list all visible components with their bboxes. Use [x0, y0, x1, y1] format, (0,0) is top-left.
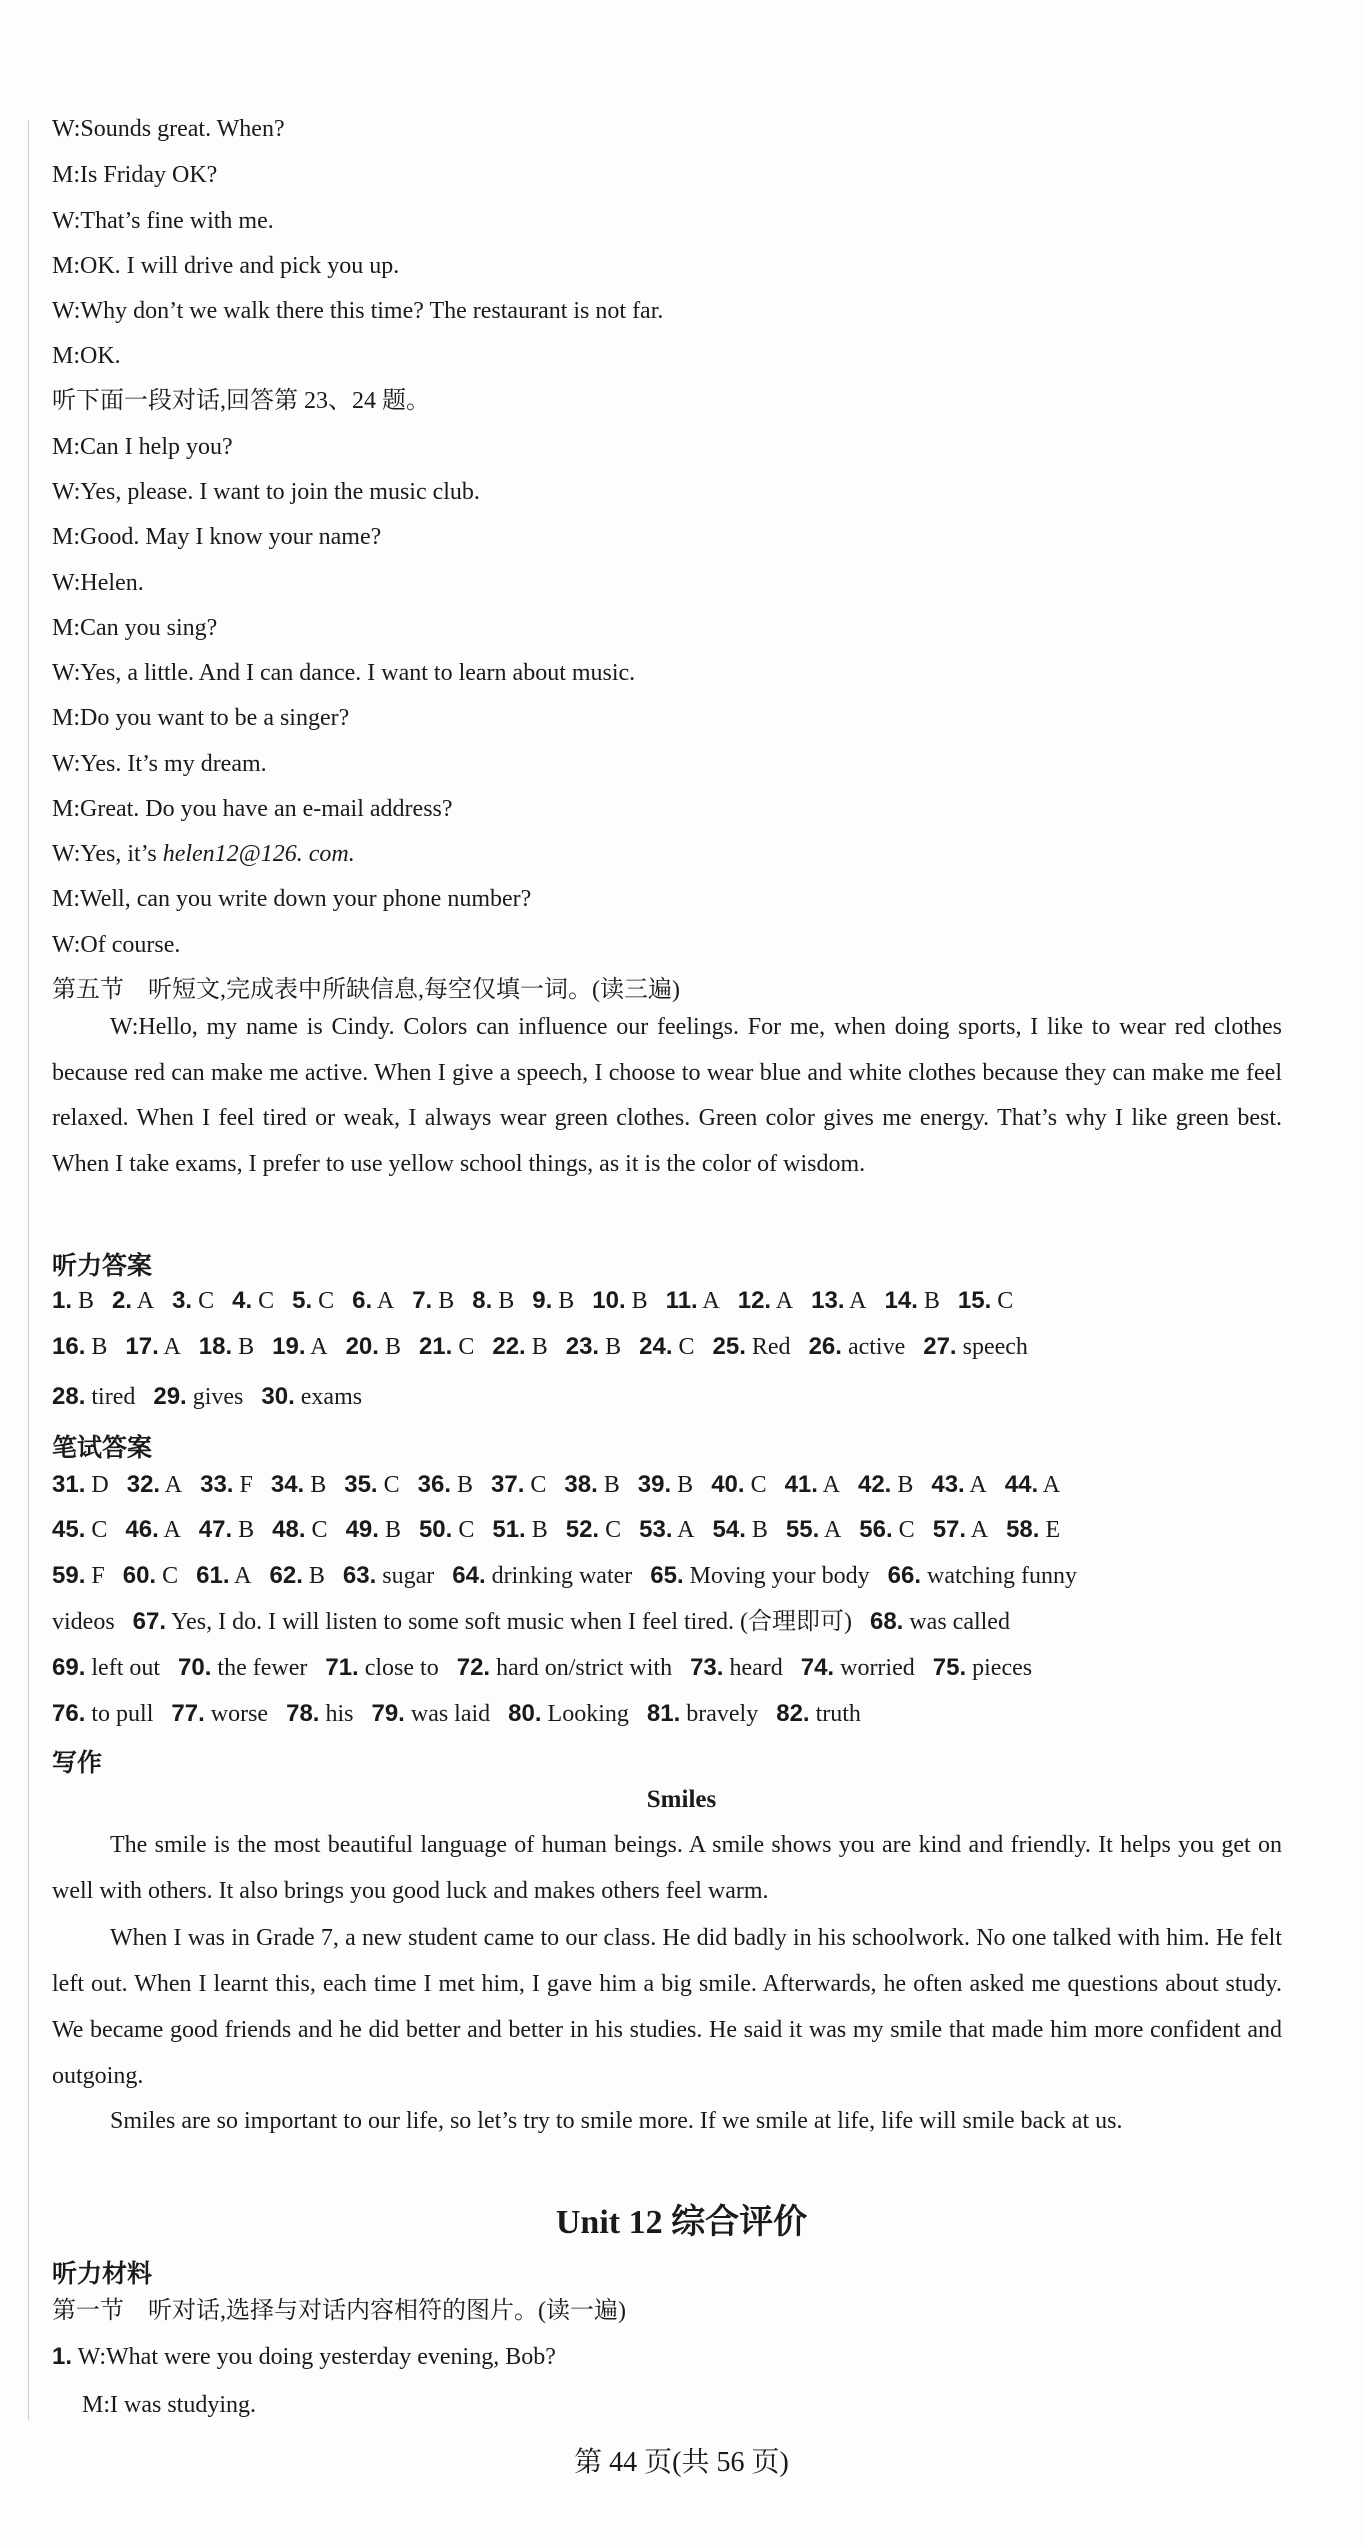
- dialogue-line: M:OK.: [52, 343, 121, 369]
- answer-value: A: [771, 1288, 794, 1314]
- answer-number: 21.: [418, 1333, 453, 1360]
- answer-item: [270, 1563, 325, 1589]
- essay-paragraph: The smile is the most beautiful language of human beings. A smile shows you are kind and friendly. It helps you get on well with others. It also brings you good luck and makes others feel warm.: [52, 1832, 1282, 1904]
- dialogue-line: M:Great. Do you have an e-mail address?: [52, 796, 453, 822]
- answer-value: B: [432, 1288, 455, 1314]
- answer-number: 9.: [532, 1287, 553, 1314]
- answer-item: [272, 1334, 327, 1360]
- answer-number: 34.: [270, 1471, 305, 1498]
- answer-value: A: [966, 1517, 989, 1543]
- listening-answers-title: 听力答案: [52, 1251, 153, 1280]
- answer-item: [346, 1334, 401, 1360]
- answer-item: [112, 1288, 154, 1314]
- answer-item: [52, 1334, 107, 1360]
- answer-item: [1006, 1517, 1060, 1543]
- answer-item: [127, 1472, 182, 1498]
- answer-item: [809, 1334, 906, 1360]
- answer-number: 16.: [52, 1333, 86, 1360]
- answer-item: [933, 1655, 1032, 1681]
- answer-value: B: [492, 1288, 515, 1314]
- answer-value: sugar: [376, 1563, 435, 1589]
- answer-item: [931, 1472, 986, 1498]
- answer-item: [343, 1563, 434, 1589]
- answer-number: 23.: [565, 1333, 600, 1360]
- answer-value: worried: [834, 1655, 915, 1681]
- answer-item: [711, 1472, 766, 1498]
- answer-item: [776, 1701, 861, 1727]
- answer-number: 15.: [957, 1287, 992, 1314]
- answer-item: [52, 1609, 115, 1635]
- answer-item: [52, 1517, 107, 1543]
- answer-value: A: [305, 1334, 328, 1360]
- answer-number: 8.: [472, 1287, 493, 1314]
- answer-number: 18.: [198, 1333, 233, 1360]
- answer-number: 71.: [325, 1654, 359, 1681]
- answer-number: 79.: [371, 1700, 405, 1727]
- dialogue-intro: 听下面一段对话,回答第 23、24 题。: [52, 388, 430, 414]
- dialogue-line: W:Yes, a little. And I can dance. I want to learn about music.: [52, 660, 636, 686]
- answer-value: B: [304, 1472, 327, 1498]
- answer-number: 36.: [417, 1471, 451, 1498]
- answer-value: B: [85, 1334, 108, 1360]
- answer-number: 61.: [196, 1562, 230, 1589]
- answer-item: [352, 1288, 394, 1314]
- answer-value: B: [525, 1334, 548, 1360]
- answer-value: C: [744, 1472, 767, 1498]
- answer-value: A: [372, 1288, 395, 1314]
- answer-item: [172, 1288, 214, 1314]
- answer-number: 4.: [232, 1287, 253, 1314]
- question-reply: M:I was studying.: [82, 2392, 256, 2418]
- answer-value: to pull: [85, 1701, 154, 1727]
- answer-item: [639, 1334, 694, 1360]
- answer-item: [888, 1563, 1077, 1589]
- answer-number: 73.: [690, 1654, 724, 1681]
- answer-number: 43.: [931, 1471, 965, 1498]
- answer-value: Moving your body: [683, 1563, 870, 1589]
- answer-value: A: [132, 1288, 155, 1314]
- answer-number: 24.: [639, 1333, 673, 1360]
- answer-item: [52, 1288, 94, 1314]
- answer-item: [232, 1288, 274, 1314]
- answer-value: B: [552, 1288, 575, 1314]
- answer-number: 70.: [178, 1654, 212, 1681]
- question-number: 1.: [52, 2343, 73, 2370]
- answer-number: 17.: [125, 1333, 159, 1360]
- answer-item: [638, 1472, 693, 1498]
- answer-value: B: [599, 1334, 622, 1360]
- answer-value: tired: [85, 1384, 136, 1410]
- answer-value: C: [991, 1288, 1014, 1314]
- answer-number: 35.: [344, 1471, 378, 1498]
- answer-item: [785, 1472, 840, 1498]
- answer-item: [666, 1288, 720, 1314]
- binding-margin-line: [28, 120, 29, 2420]
- answer-value: B: [745, 1517, 768, 1543]
- answer-value: E: [1039, 1517, 1061, 1543]
- answer-value: A: [160, 1472, 183, 1498]
- answer-number: 52.: [565, 1516, 600, 1543]
- answer-number: 2.: [112, 1287, 133, 1314]
- answer-item: [870, 1609, 1010, 1635]
- answer-value: A: [1038, 1472, 1061, 1498]
- dialogue-line: W:Yes. It’s my dream.: [52, 751, 267, 777]
- answer-value: watching funny: [921, 1563, 1077, 1589]
- answer-item: [933, 1517, 988, 1543]
- answer-item: [344, 1472, 399, 1498]
- answer-item: [261, 1384, 362, 1410]
- answer-value: left out: [85, 1655, 161, 1681]
- answer-number: 19.: [272, 1333, 306, 1360]
- answer-number: 74.: [800, 1654, 835, 1681]
- essay-paragraph: Smiles are so important to our life, so let’s try to smile more. If we smile at life, life will smile back at us.: [110, 2108, 1123, 2134]
- answer-number: 67.: [132, 1608, 167, 1635]
- answer-item: [371, 1701, 490, 1727]
- answer-number: 42.: [857, 1471, 892, 1498]
- answer-item: [196, 1563, 251, 1589]
- answer-value: Yes, I do. I will listen to some soft music when I feel tired. (合理即可): [166, 1609, 852, 1635]
- answer-item: [592, 1288, 647, 1314]
- answer-number: 51.: [492, 1516, 526, 1543]
- answer-item: [346, 1517, 401, 1543]
- answer-number: 30.: [261, 1383, 295, 1410]
- answer-number: 56.: [859, 1516, 893, 1543]
- dialogue-line: M:Is Friday OK?: [52, 162, 218, 188]
- answer-number: 31.: [52, 1471, 86, 1498]
- answer-item: [412, 1288, 454, 1314]
- answer-value: B: [378, 1334, 401, 1360]
- unit-title: Unit 12 综合评价: [555, 2204, 808, 2241]
- dialogue-line: [52, 839, 355, 869]
- answer-item: [133, 1609, 852, 1635]
- answer-value: the fewer: [211, 1655, 308, 1681]
- answer-number: 46.: [125, 1516, 159, 1543]
- answer-number: 54.: [712, 1516, 746, 1543]
- answer-item: [200, 1472, 253, 1498]
- answer-value: C: [377, 1472, 400, 1498]
- answer-value: B: [72, 1288, 95, 1314]
- answer-number: 41.: [784, 1471, 818, 1498]
- answer-value: A: [697, 1288, 720, 1314]
- answer-item: [811, 1288, 866, 1314]
- answer-value: Red: [745, 1334, 791, 1360]
- answer-number: 20.: [345, 1333, 379, 1360]
- answer-item: [171, 1701, 268, 1727]
- answer-item: [452, 1563, 632, 1589]
- answer-row: [52, 1470, 1078, 1500]
- answer-item: [690, 1655, 783, 1681]
- answer-item: [508, 1701, 629, 1727]
- answer-item: [491, 1472, 546, 1498]
- answer-value: was laid: [404, 1701, 491, 1727]
- answer-row: [52, 1286, 1031, 1316]
- answer-value: A: [844, 1288, 867, 1314]
- answer-value: D: [85, 1472, 109, 1498]
- answer-number: 13.: [811, 1287, 845, 1314]
- answer-value: heard: [723, 1655, 783, 1681]
- dialogue-line: W:Helen.: [52, 570, 144, 596]
- answer-number: 45.: [52, 1516, 86, 1543]
- answer-number: 29.: [153, 1383, 187, 1410]
- answer-item: [272, 1517, 327, 1543]
- answer-number: 69.: [52, 1654, 86, 1681]
- answer-value: videos: [52, 1609, 115, 1635]
- answer-value: hard on/strict with: [490, 1655, 673, 1681]
- answer-value: drinking water: [485, 1563, 633, 1589]
- question-text: W:What were you doing yesterday evening, Bob?: [72, 2344, 556, 2370]
- dialogue-line: W:Why don’t we walk there this time? The restaurant is not far.: [52, 298, 664, 324]
- answer-item: [566, 1334, 621, 1360]
- answer-value: worse: [204, 1701, 269, 1727]
- answer-value: C: [252, 1288, 275, 1314]
- answer-value: B: [378, 1517, 401, 1543]
- answer-value: B: [671, 1472, 694, 1498]
- answer-value: pieces: [966, 1655, 1033, 1681]
- question-line: [52, 2342, 556, 2372]
- answer-number: 77.: [171, 1700, 205, 1727]
- answer-number: 63.: [342, 1562, 377, 1589]
- answer-value: close to: [358, 1655, 439, 1681]
- answer-number: 33.: [200, 1471, 234, 1498]
- answer-number: 60.: [122, 1562, 157, 1589]
- answer-number: 22.: [492, 1333, 526, 1360]
- answer-value: C: [672, 1334, 695, 1360]
- answer-value: B: [917, 1288, 940, 1314]
- answer-value: B: [597, 1472, 620, 1498]
- answer-item: [125, 1517, 180, 1543]
- answer-item: [958, 1288, 1013, 1314]
- answer-number: 27.: [923, 1333, 957, 1360]
- answer-number: 47.: [198, 1516, 233, 1543]
- answer-number: 5.: [292, 1287, 313, 1314]
- answer-row: [52, 1699, 879, 1729]
- answer-value: truth: [809, 1701, 861, 1727]
- answer-item: [647, 1701, 758, 1727]
- answer-number: 75.: [932, 1654, 967, 1681]
- answer-value: C: [599, 1517, 622, 1543]
- answer-value: A: [817, 1472, 840, 1498]
- answer-item: [713, 1517, 768, 1543]
- answer-value: active: [841, 1334, 906, 1360]
- dialogue-line: W:Sounds great. When?: [52, 116, 285, 142]
- answer-item: [472, 1288, 514, 1314]
- answer-value: B: [525, 1517, 548, 1543]
- email-address: helen12@126. com.: [162, 841, 355, 867]
- answer-value: A: [158, 1334, 181, 1360]
- answer-item: [786, 1517, 841, 1543]
- answer-item: [125, 1334, 180, 1360]
- answer-value: gives: [186, 1384, 244, 1410]
- answer-number: 59.: [52, 1562, 86, 1589]
- answer-number: 7.: [412, 1287, 433, 1314]
- answer-value: A: [158, 1517, 181, 1543]
- answer-item: [492, 1517, 547, 1543]
- answer-value: A: [229, 1563, 252, 1589]
- answer-value: C: [305, 1517, 328, 1543]
- answer-value: A: [672, 1517, 695, 1543]
- answer-value: C: [892, 1517, 915, 1543]
- answer-row: [52, 1653, 1050, 1683]
- answer-number: 62.: [269, 1562, 303, 1589]
- answer-row: [52, 1607, 1028, 1637]
- answer-number: 12.: [737, 1287, 772, 1314]
- dialogue-line: W:Yes, please. I want to join the music club.: [52, 479, 480, 505]
- answer-value: B: [232, 1334, 255, 1360]
- answer-value: B: [451, 1472, 474, 1498]
- answer-number: 3.: [172, 1287, 193, 1314]
- answer-item: [271, 1472, 326, 1498]
- section-1-title: 第一节 听对话,选择与对话内容相符的图片。(读一遍): [52, 2298, 626, 2324]
- answer-item: [738, 1288, 793, 1314]
- answer-item: [532, 1288, 574, 1314]
- answer-item: [859, 1517, 914, 1543]
- answer-value: B: [891, 1472, 914, 1498]
- answer-number: 53.: [639, 1516, 673, 1543]
- answer-row: [52, 1332, 1046, 1362]
- answer-number: 11.: [665, 1287, 698, 1314]
- answer-number: 37.: [491, 1471, 525, 1498]
- email-line-prefix: W:Yes, it’s: [52, 841, 163, 867]
- answer-item: [566, 1517, 621, 1543]
- answer-row: [52, 1515, 1078, 1545]
- answer-number: 64.: [452, 1562, 486, 1589]
- answer-number: 1.: [52, 1287, 73, 1314]
- answer-number: 58.: [1006, 1516, 1040, 1543]
- answer-value: F: [85, 1563, 105, 1589]
- answer-value: C: [156, 1563, 179, 1589]
- answer-item: [52, 1384, 135, 1410]
- answer-item: [153, 1384, 243, 1410]
- answer-item: [419, 1334, 474, 1360]
- answer-value: A: [964, 1472, 987, 1498]
- answer-number: 10.: [592, 1287, 626, 1314]
- section-5-title: 第五节 听短文,完成表中所缺信息,每空仅填一词。(读三遍): [52, 977, 680, 1003]
- essay-title: Smiles: [646, 1786, 717, 1813]
- answer-item: [199, 1334, 254, 1360]
- answer-number: 68.: [869, 1608, 904, 1635]
- answer-value: C: [524, 1472, 547, 1498]
- answer-number: 32.: [126, 1471, 161, 1498]
- written-answers-title: 笔试答案: [52, 1433, 153, 1462]
- answer-number: 65.: [650, 1562, 684, 1589]
- dialogue-line: M:Do you want to be a singer?: [52, 705, 350, 731]
- answer-row: [52, 1382, 380, 1412]
- answer-item: [199, 1517, 254, 1543]
- answer-item: [885, 1288, 940, 1314]
- answer-value: A: [819, 1517, 842, 1543]
- answer-number: 66.: [887, 1562, 922, 1589]
- dialogue-line: M:OK. I will drive and pick you up.: [52, 253, 400, 279]
- answer-number: 55.: [785, 1516, 820, 1543]
- answer-value: B: [302, 1563, 325, 1589]
- answer-item: [923, 1334, 1028, 1360]
- answer-value: his: [319, 1701, 354, 1727]
- answer-item: [713, 1334, 791, 1360]
- answer-number: 72.: [456, 1654, 491, 1681]
- answer-number: 82.: [776, 1700, 810, 1727]
- answer-number: 14.: [884, 1287, 918, 1314]
- answer-number: 48.: [272, 1516, 306, 1543]
- answer-number: 50.: [418, 1516, 453, 1543]
- answer-number: 28.: [52, 1383, 86, 1410]
- answer-value: speech: [956, 1334, 1028, 1360]
- answer-value: C: [452, 1334, 475, 1360]
- answer-item: [1005, 1472, 1060, 1498]
- answer-item: [123, 1563, 178, 1589]
- dialogue-line: M:Good. May I know your name?: [52, 524, 382, 550]
- answer-item: [52, 1655, 160, 1681]
- answer-item: [52, 1701, 153, 1727]
- answer-value: exams: [294, 1384, 363, 1410]
- answer-item: [419, 1517, 474, 1543]
- answer-item: [858, 1472, 913, 1498]
- essay-paragraph: When I was in Grade 7, a new student came to our class. He did badly in his schoolwork. No one talked with him. He felt left out. When I learnt this, each time I met him, I gave him a big smile. Afterwards, he often asked me questions about study. We became good friends and he did better and better in his studies. He said it was my smile that made him more confident and outgoing.: [52, 1925, 1282, 2089]
- answer-number: 38.: [564, 1471, 598, 1498]
- answer-number: 26.: [808, 1333, 842, 1360]
- answer-number: 76.: [52, 1700, 86, 1727]
- answer-value: C: [192, 1288, 215, 1314]
- answer-value: C: [85, 1517, 108, 1543]
- dialogue-line: W:Of course.: [52, 932, 181, 958]
- answer-number: 57.: [932, 1516, 967, 1543]
- answer-item: [457, 1655, 672, 1681]
- answer-item: [52, 1563, 105, 1589]
- answer-value: C: [312, 1288, 335, 1314]
- dialogue-line: M:Can I help you?: [52, 434, 233, 460]
- answer-item: [286, 1701, 353, 1727]
- answer-item: [801, 1655, 915, 1681]
- answer-number: 25.: [712, 1333, 746, 1360]
- answer-item: [325, 1655, 438, 1681]
- answer-value: C: [452, 1517, 475, 1543]
- answer-number: 78.: [286, 1700, 320, 1727]
- answer-value: bravely: [680, 1701, 759, 1727]
- answer-value: Looking: [541, 1701, 629, 1727]
- dialogue-line: W:That’s fine with me.: [52, 208, 274, 234]
- answer-item: [292, 1288, 334, 1314]
- writing-title: 写作: [52, 1748, 103, 1777]
- answer-number: 6.: [352, 1287, 373, 1314]
- answer-value: B: [625, 1288, 648, 1314]
- answer-number: 81.: [646, 1700, 681, 1727]
- answer-number: 49.: [345, 1516, 379, 1543]
- section-5-passage: W:Hello, my name is Cindy. Colors can influence our feelings. For me, when doing sports, I like to wear red clothes because red can make me active. When I give a speech, I choose to wear blue and white clothes because they can make me feel relaxed. When I feel tired or weak, I always wear green clothes. Green color gives me energy. That’s why I like green best. When I take exams, I prefer to use yellow school things, as it is the color of wisdom.: [52, 1014, 1282, 1177]
- listening-material-title: 听力材料: [52, 2259, 153, 2288]
- answer-item: [52, 1472, 109, 1498]
- answer-number: 39.: [637, 1471, 672, 1498]
- answer-number: 44.: [1004, 1471, 1039, 1498]
- answer-item: [492, 1334, 547, 1360]
- answer-value: B: [232, 1517, 255, 1543]
- answer-value: F: [233, 1472, 253, 1498]
- answer-item: [418, 1472, 473, 1498]
- dialogue-line: M:Can you sing?: [52, 615, 218, 641]
- answer-number: 80.: [508, 1700, 542, 1727]
- page-footer: 第 44 页(共 56 页): [574, 2447, 789, 2478]
- answer-number: 40.: [711, 1471, 745, 1498]
- dialogue-line: M:Well, can you write down your phone number?: [52, 886, 532, 912]
- answer-row: [52, 1561, 1095, 1591]
- answer-item: [650, 1563, 869, 1589]
- answer-item: [178, 1655, 307, 1681]
- answer-item: [639, 1517, 694, 1543]
- answer-item: [564, 1472, 619, 1498]
- answer-value: was called: [903, 1609, 1010, 1635]
